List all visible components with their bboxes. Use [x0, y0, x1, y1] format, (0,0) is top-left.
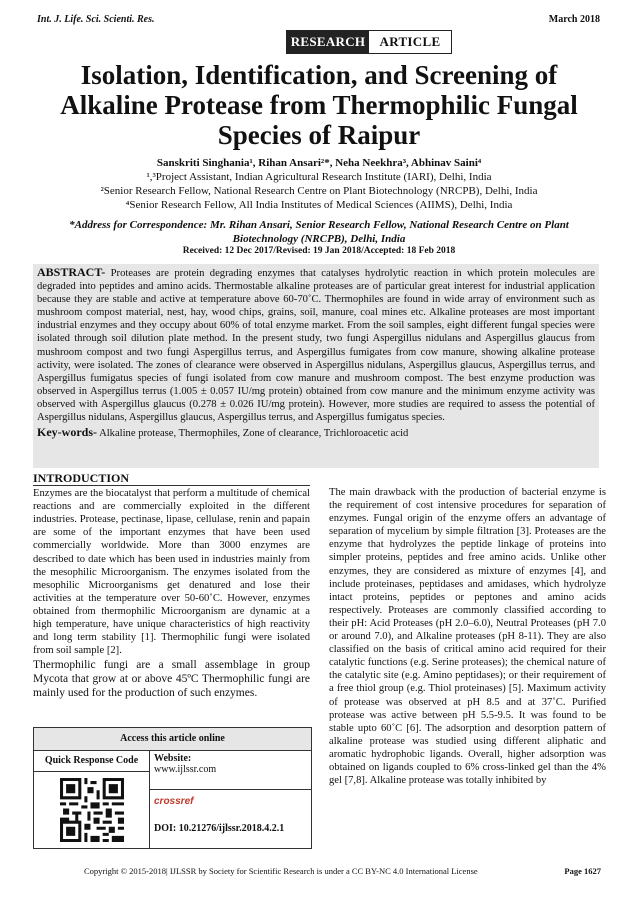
article-type-badge	[286, 30, 452, 54]
left-column	[33, 472, 310, 700]
intro-paragraph-3: The main drawback with the production of bacterial enzyme is the requirement of cost intensive procedures for separation of enzymes. Fungal origin of the enzyme offers an advantage of separation of mycelium by simple filtration [3]. Proteases are the enzyme that hydrolyzes the peptide linkage of proteins into simpler proteins, peptides and free amino acids. Unlike other enzymes, they are considered as mixture of enzymes [4], and include proteinases, peptidases and amidases, which hydrolyze intact proteins, peptides or peptones and amino acids respectively. Proteases are commonly classified according to their pH: Acid Proteases (pH 2.0–6.0), Neutral Proteases (pH 7.0 or around 7.0), and Alkaline proteases (pH 8-11). They are also classified on the basis of critical amino acid required for their catalytic functions (e.g. Serine proteases); the chemical nature of the catalytic site (e.g. Amino peptidases); or their requirement of a free thiol group (e.g. Thiol proteinases) [5]. Maximum activity of protease was observed at pH 8.5 and at 37˚C. Purified protease was active between pH 5.5-9.5. It was found to be stable upto 60˚C [6]. The adsorption and desorption pattern of alkaline protease was studied using different aliphatic and aromatic hydrophobic ligands. Overall, higher adsorption was obtained on ligands coupled to 6% cross-linked gel than the 4% gel [7,8]. Alkaline protease was totally inhibited by	[329, 487, 606, 787]
intro-paragraph-2: Thermophilic fungi are a small assemblage in group Mycota that grow at or above 45ºC Thermophilic fungi are mainly used for the production of such enzymes.	[33, 659, 310, 700]
author-block	[30, 156, 608, 212]
website-label: Website:	[154, 753, 192, 764]
affiliation-3: ⁴Senior Research Fellow, All India Institutes of Medical Sciences (AIIMS), Delhi, India	[125, 199, 513, 211]
paper-title: Isolation, Identification, and Screening of Alkaline Protease from Thermophilic Fungal Species of Raipur	[60, 60, 578, 150]
qr-code-icon[interactable]	[60, 778, 124, 842]
intro-paragraph-1: Enzymes are the biocatalyst that perform a multitude of chemical reactions and are commercially exploited in the different industries. Protease, pectinase, lipase, cellulase, renin and papain are some of the important enzymes that have been used commercially worldwide. More than 3000 enzymes are described to date which has been used in industries mainly from the mesophilic Microorganism. The enzymes isolated from the mesophilic Microorganisms get denatured and lose their activities at the temperature over 50-60˚C. However, enzymes obtained from thermophilic Microorganism are dynamic at a high temperature, have unique characteristics of high reactivity and long term stability [1]. Thermophilic fungi were isolated from soil sample [2].	[33, 488, 310, 657]
badge-research: RESEARCH	[287, 31, 369, 53]
author-names: Sanskriti Singhania¹, Rihan Ansari²*, Neha Neekhra³, Abhinav Saini⁴	[156, 157, 482, 169]
page-number: Page 1627	[564, 866, 601, 876]
website-link[interactable]: www.ijlssr.com	[154, 764, 217, 775]
affiliation-1: ¹,³Project Assistant, Indian Agricultural Research Institute (IARI), Delhi, India	[146, 171, 492, 183]
doi-line[interactable]: DOI: 10.21276/ijlssr.2018.4.2.1	[154, 823, 285, 834]
affiliation-2: ²Senior Research Fellow, National Research Centre on Plant Biotechnology (NRCPB), Delhi, India	[100, 185, 538, 197]
keywords	[37, 426, 595, 440]
badge-article: ARTICLE	[369, 31, 451, 53]
right-column	[329, 486, 606, 787]
submission-dates: Received: 12 Dec 2017/Revised: 19 Jan 2018/Accepted: 18 Feb 2018	[182, 246, 456, 256]
access-online-box	[33, 727, 312, 849]
abstract-box	[33, 264, 599, 468]
correspondence-address: *Address for Correspondence: Mr. Rihan Ansari, Senior Research Fellow, National Research Centre on Plant Biotechnology (NRCPB), Delhi, India	[69, 219, 569, 245]
issue-date: March 2018	[548, 14, 600, 25]
qr-label: Quick Response Code	[34, 751, 149, 772]
keywords-label: Key-words-	[37, 425, 97, 440]
copyright-notice: Copyright © 2015-2018| IJLSSR by Society for Scientific Research is under a CC BY-NC 4.0 International License	[84, 866, 478, 876]
access-title: Access this article online	[34, 728, 311, 751]
abstract-text: Proteases are protein degrading enzymes that catalyses hydrolytic reaction in which protein molecules are degraded into peptides and amino acids. Thermostable alkaline proteases are of particular great interest for industrial application because they are stable and active at temperature above 60-70˚C. Thermophiles are found in wide array of environment such as mushroom compost material, nest, hay, wood chips, grains, soil, manure, coal mines etc. Alkaline proteases are most important industrial enzymes and they occupy about 60% of total enzyme market. From the soil samples, eight different fungal species were isolated through soil dilution plate method. In the present study, two fungi Aspergillus nidulans and Aspergillus glaucus from mushroom compost and two fungi Aspergillus terrus, and Aspergillus fumigates from cow manure, showing alkaline protease activity, were isolated. The zones of clearance were observed in Aspergillus nidulans, Aspergillus glaucus, Aspergillus terrus, and Aspergillus fumigatus species of fungi isolated from cow manure and mushroom compost. The best enzyme production was observed in Aspergillus terrus (1.005 ± 0.057 IU/mg protein) obtained from cow manure and the minimum enzyme activity was observed with Aspergillus glaucus (0.278 ± 0.026 IU/mg protein). However, more studies are required to assess the potential of Aspergillus nidulans, Aspergillus glaucus, Aspergillus terrus, and Aspergillus fumigatus species.	[37, 268, 595, 424]
crossref-logo-icon: crossref	[154, 796, 194, 807]
journal-name: Int. J. Life. Sci. Scienti. Res.	[37, 14, 155, 25]
abstract-label: ABSTRACT-	[37, 265, 106, 279]
keywords-text: Alkaline protease, Thermophiles, Zone of clearance, Trichloroacetic acid	[97, 428, 409, 440]
section-heading-introduction: INTRODUCTION	[33, 472, 310, 486]
